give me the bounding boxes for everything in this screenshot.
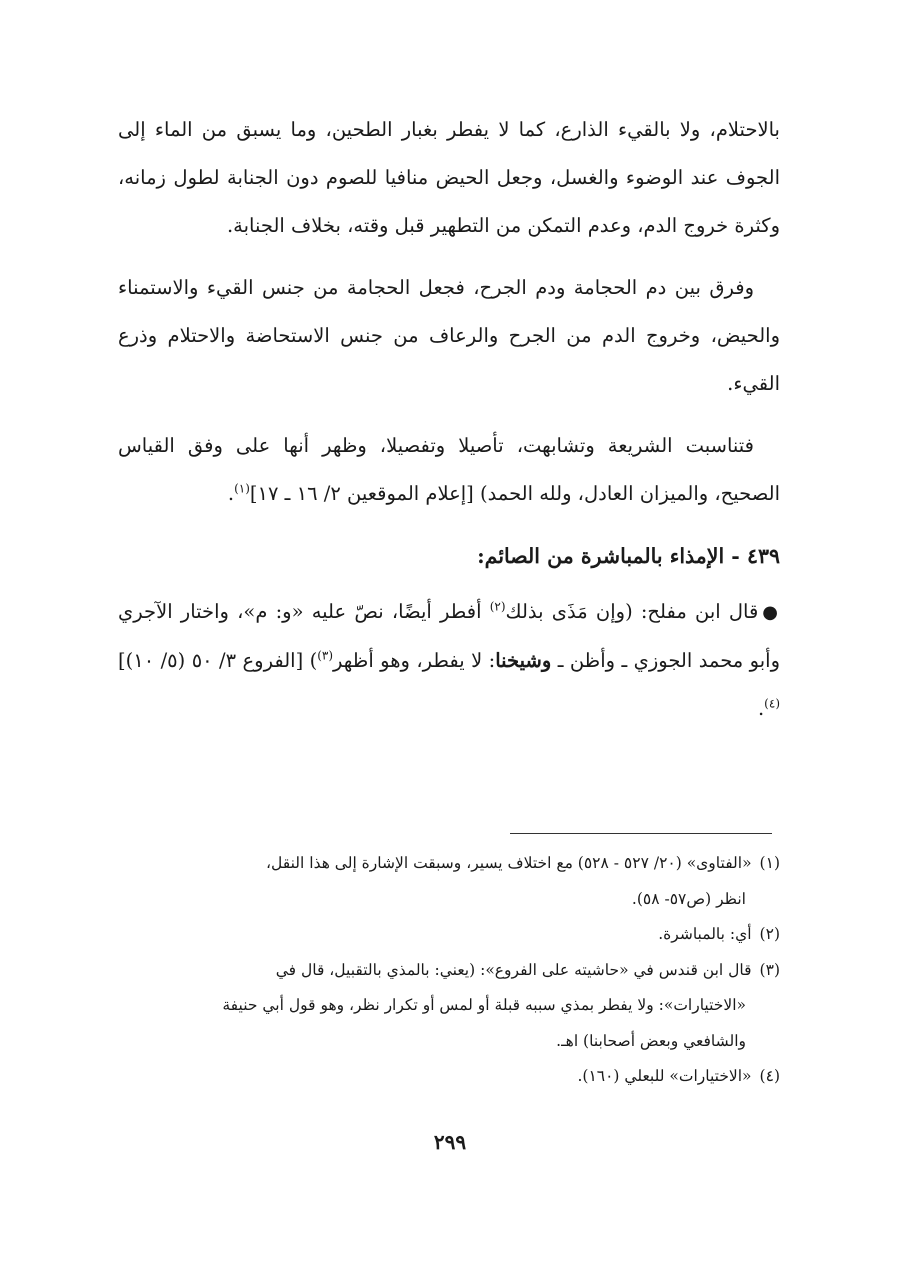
paragraph-3-end: . [227,482,235,505]
paragraph-3-text: فتناسبت الشريعة وتشابهت، تأصيلا وتفصيلا، وظهر أنها على وفق القياس الصحيح، والميزان العادل، ولله الحمد) [إعلام الموقعين ٢/ ١٦ ـ ١٧] [118,434,780,505]
paragraph-1 [118,106,780,250]
paragraph-3 [118,422,780,518]
paragraph-2 [118,264,780,408]
main-text [118,106,780,733]
footnote-3-cont: «الاختيارات»: ولا يفطر بمذي سببه قبلة أو لمس أو تكرار نظر، وهو قول أبي حنيفة [222,996,746,1014]
bullet-text-1: قال ابن مفلح: (وإن مَذَى بذلك [505,600,759,623]
footnote-number: (٣) [759,960,780,979]
footnote-text: أي: بالمباشرة. [658,925,752,943]
footnote-ref-2[interactable]: (٢) [489,599,506,614]
page-number: ٢٩٩ [433,1130,467,1154]
footnote-text: «الاختيارات» للبعلي (١٦٠). [577,1067,752,1085]
footnote-text: قال ابن قندس في «حاشيته على الفروع»: (يعني: بالمذي بالتقبيل، قال في [275,960,752,979]
paragraph-1-text: بالاحتلام، ولا بالقيء الذارع، كما لا يفطر بغبار الطحين، وما يسبق من الماء إلى الجوف عند الوضوء والغسل، وجعل الحيض منافيا للصوم دون الجنابة لطول زمانه، وكثرة خروج الدم، وعدم التمكن من التطهير قبل وقته، بخلاف الجنابة. [118,118,780,237]
footnote-ref-1[interactable]: (١) [234,481,250,496]
bullet-text-2: أفطر أيضًا، نصّ عليه «و: م»، واختار الآجري وأبو محمد الجوزي ـ وأظن ـ [118,600,780,672]
footnote-divider [510,833,772,834]
paragraph-2-text: وفرق بين دم الحجامة ودم الجرح، فجعل الحجامة من جنس القيء والاستمناء والحيض، وخروج الدم من الجرح والرعاف من جنس الاستحاضة والاحتلام وذرع القيء. [118,276,780,395]
footnote-3 [118,953,780,989]
section-heading: ٤٣٩ - الإمذاء بالمباشرة من الصائم: [477,544,780,568]
bullet-bold-word: وشيخنا [495,649,552,672]
bullet-icon: ● [762,602,780,623]
footnote-ref-3[interactable]: (٣) [317,648,334,663]
footnote-text: «الفتاوى» (٢٠/ ٥٢٧ - ٥٢٨) مع اختلاف يسير، وسبقت الإشارة إلى هذا النقل، [266,854,752,872]
footnote-number: (١) [759,854,780,872]
footnotes [118,846,780,1095]
bullet-text-3: : لا يفطر، وهو أظهر [333,649,496,672]
footnote-2 [118,917,780,953]
footnote-3-cont2: والشافعي وبعض أصحابنا) اهـ. [556,1031,746,1050]
footnote-ref-4[interactable]: (٤) [764,696,780,711]
footnote-1-cont: انظر (ص٥٧- ٥٨). [631,889,746,908]
bullet-text-4: ) [الفروع ٣/ ٥٠ (٥/ ١٠)] [118,649,318,672]
bullet-end: . [757,697,765,720]
bullet-paragraph [118,588,780,733]
footnote-4 [118,1059,780,1095]
footnote-1 [118,846,780,882]
footnote-number: (٢) [759,925,780,943]
footnote-number: (٤) [759,1067,780,1085]
